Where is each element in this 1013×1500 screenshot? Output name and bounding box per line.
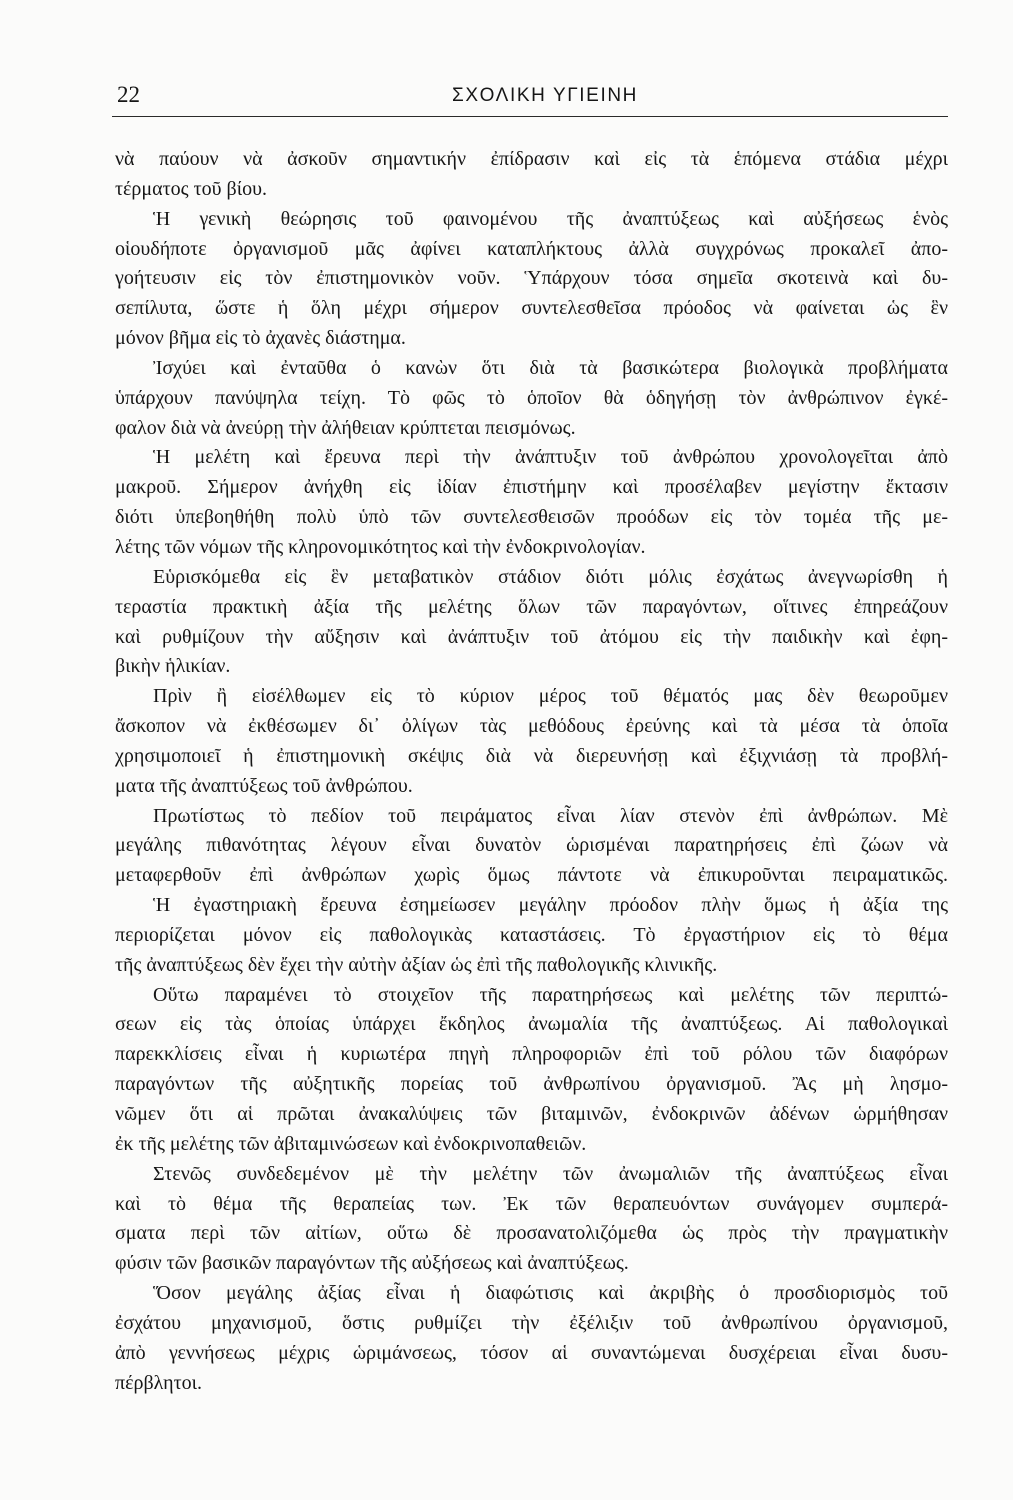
- text-line: Ἡ ἐγαστηριακὴ ἔρευνα ἐσημείωσεν μεγάλην πρόοδον πλὴν ὅμως ἡ ἀξία της: [153, 894, 948, 917]
- text-line: Ὅσον μεγάλης ἀξίας εἶναι ἡ διαφώτισις καὶ ἀκριβὴς ὁ προσδιορισμὸς τοῦ: [153, 1282, 948, 1305]
- text-line: ἀπὸ γεννήσεως μέχρις ὡριμάνσεως, τόσον αἱ συναντώμεναι δυσχέρειαι εἶναι δυσυ-: [115, 1341, 948, 1364]
- paragraph: [115, 981, 948, 1160]
- text-line: Εὑρισκόμεθα εἰς ἓν μεταβατικὸν στάδιον διότι μόλις ἐσχάτως ἀνεγνωρίσθη ἡ: [153, 565, 948, 588]
- text-line: ἐκ τῆς μελέτης τῶν ἀβιταμινώσεων καὶ ἐνδοκρινοπαθειῶν.: [115, 1132, 587, 1155]
- text-line: διότι ὑπεβοηθήθη πολὺ ὑπὸ τῶν συντελεσθεισῶν προόδων εἰς τὸν τομέα τῆς με-: [115, 506, 948, 529]
- paragraph: [115, 1279, 948, 1398]
- paragraph: [115, 443, 948, 562]
- text-line: νὰ παύουν νὰ ἀσκοῦν σημαντικήν ἐπίδρασιν καὶ εἰς τὰ ἑπόμενα στάδια μέχρι: [115, 148, 948, 170]
- body-text: [115, 145, 948, 1398]
- text-line: μακροῦ. Σήμερον ἀνήχθη εἰς ἰδίαν ἐπιστήμην καὶ προσέλαβεν μεγίστην ἔκτασιν: [115, 476, 948, 499]
- header-rule: [112, 116, 948, 117]
- text-line: οἱουδήποτε ὀργανισμοῦ μᾶς ἀφίνει καταπλήκτους ἀλλὰ συγχρόνως προκαλεῖ ἀπο-: [115, 237, 948, 260]
- text-line: σματα περὶ τῶν αἰτίων, οὕτω δὲ προσανατολιζόμεθα ὡς πρὸς τὴν πραγματικὴν: [115, 1222, 948, 1245]
- text-line: ὑπάρχουν πανύψηλα τείχη. Τὸ φῶς τὸ ὁποῖον θὰ ὁδηγήσῃ τὸν ἀνθρώπινον ἐγκέ-: [115, 386, 948, 409]
- text-line: νῶμεν ὅτι αἱ πρῶται ἀνακαλύψεις τῶν βιταμινῶν, ἐνδοκρινῶν ἀδένων ὡρμήθησαν: [115, 1103, 948, 1125]
- text-line: καὶ ρυθμίζουν τὴν αὔξησιν καὶ ἀνάπτυξιν τοῦ ἀτόμου εἰς τὴν παιδικὴν καὶ ἐφη-: [115, 625, 948, 648]
- paragraph: [115, 802, 948, 892]
- text-line: Ἡ μελέτη καὶ ἔρευνα περὶ τὴν ἀνάπτυξιν τοῦ ἀνθρώπου χρονολογεῖται ἀπὸ: [153, 446, 948, 469]
- text-line: ἄσκοπον νὰ ἐκθέσωμεν δι᾿ ὀλίγων τὰς μεθόδους ἐρεύνης καὶ τὰ μέσα τὰ ὁποῖα: [115, 715, 948, 738]
- text-line: παρεκκλίσεις εἶναι ἡ κυριωτέρα πηγὴ πληροφοριῶν ἐπὶ τοῦ ρόλου τῶν διαφόρων: [115, 1043, 948, 1066]
- text-line: Ἡ γενικὴ θεώρησις τοῦ φαινομένου τῆς ἀναπτύξεως καὶ αὐξήσεως ἑνὸς: [153, 207, 948, 230]
- text-line: βικὴν ἡλικίαν.: [115, 655, 231, 678]
- paragraph: [115, 354, 948, 444]
- paragraph: [115, 563, 948, 682]
- text-line: χρησιμοποιεῖ ἡ ἐπιστημονικὴ σκέψις διὰ νὰ διερευνήσῃ καὶ ἐξιχνιάσῃ τὰ προβλή-: [115, 744, 948, 767]
- text-line: μόνον βῆμα εἰς τὸ ἀχανὲς διάστημα.: [115, 327, 406, 350]
- text-line: Ἰσχύει καὶ ἐνταῦθα ὁ κανὼν ὅτι διὰ τὰ βασικώτερα βιολογικὰ προβλήματα: [153, 356, 948, 379]
- text-line: λέτης τῶν νόμων τῆς κληρονομικότητος καὶ τὴν ἐνδοκρινολογίαν.: [115, 535, 646, 558]
- text-line: ματα τῆς ἀναπτύξεως τοῦ ἀνθρώπου.: [115, 774, 413, 797]
- text-line: παραγόντων τῆς αὐξητικῆς πορείας τοῦ ἀνθρωπίνου ὀργανισμοῦ. Ἂς μὴ λησμο-: [115, 1073, 948, 1096]
- paragraph: [115, 891, 948, 981]
- text-line: Πρωτίστως τὸ πεδίον τοῦ πειράματος εἶναι λίαν στενὸν ἐπὶ ἀνθρώπων. Μὲ: [153, 804, 948, 827]
- running-title: ΣΧΟΛΙΚΗ ΥΓΙΕΙΝΗ: [452, 85, 638, 106]
- text-line: καὶ τὸ θέμα τῆς θεραπείας των. Ἐκ τῶν θεραπευόντων συνάγομεν συμπερά-: [115, 1192, 948, 1215]
- text-line: Πρὶν ἢ εἰσέλθωμεν εἰς τὸ κύριον μέρος τοῦ θέματός μας δὲν θεωροῦμεν: [153, 685, 948, 708]
- text-line: τῆς ἀναπτύξεως δὲν ἔχει τὴν αὐτὴν ἀξίαν ὡς ἐπὶ τῆς παθολογικῆς κλινικῆς.: [115, 953, 718, 976]
- paragraph: [115, 682, 948, 801]
- text-line: ἐσχάτου μηχανισμοῦ, ὅστις ρυθμίζει τὴν ἐξέλιξιν τοῦ ἀνθρωπίνου ὀργανισμοῦ,: [115, 1311, 948, 1334]
- text-line: γοήτευσιν εἰς τὸν ἐπιστημονικὸν νοῦν. Ὑπάρχουν τόσα σημεῖα σκοτεινὰ καὶ δυ-: [115, 267, 948, 290]
- text-line: μεγάλης πιθανότητας λέγουν εἶναι δυνατὸν ὡρισμέναι παρατηρήσεις ἐπὶ ζώων νὰ: [115, 834, 948, 857]
- text-line: τέρματος τοῦ βίου.: [115, 177, 267, 200]
- text-line: περιορίζεται μόνον εἰς παθολογικὰς καταστάσεις. Τὸ ἐργαστήριον εἰς τὸ θέμα: [115, 923, 948, 946]
- text-line: μεταφερθοῦν ἐπὶ ἀνθρώπων χωρὶς ὅμως πάντοτε νὰ ἐπικυροῦνται πειραματικῶς.: [115, 864, 948, 887]
- text-line: σεων εἰς τὰς ὁποίας ὑπάρχει ἔκδηλος ἀνωμαλία τῆς ἀναπτύξεως. Αἱ παθολογικαὶ: [115, 1013, 948, 1036]
- text-line: Οὕτω παραμένει τὸ στοιχεῖον τῆς παρατηρήσεως καὶ μελέτης τῶν περιπτώ-: [153, 983, 948, 1006]
- paragraph: [115, 145, 948, 205]
- text-line: φύσιν τῶν βασικῶν παραγόντων τῆς αὐξήσεως καὶ ἀναπτύξεως.: [115, 1252, 629, 1275]
- text-line: τεραστία πρακτικὴ ἀξία τῆς μελέτης ὅλων τῶν παραγόντων, οἵτινες ἐπηρεάζουν: [115, 595, 948, 618]
- text-line: πέρβλητοι.: [115, 1371, 203, 1394]
- page-number: 22: [117, 82, 140, 107]
- text-line: σεπίλυτα, ὥστε ἡ ὅλη μέχρι σήμερον συντελεσθεῖσα πρόοδος νὰ φαίνεται ὡς ἓν: [115, 297, 948, 320]
- paragraph: [115, 205, 948, 354]
- text-line: φαλον διὰ νὰ ἀνεύρῃ τὴν ἀλήθειαν κρύπτεται πεισμόνως.: [115, 416, 576, 439]
- text-line: Στενῶς συνδεδεμένον μὲ τὴν μελέτην τῶν ἀνωμαλιῶν τῆς ἀναπτύξεως εἶναι: [153, 1162, 948, 1185]
- paragraph: [115, 1160, 948, 1279]
